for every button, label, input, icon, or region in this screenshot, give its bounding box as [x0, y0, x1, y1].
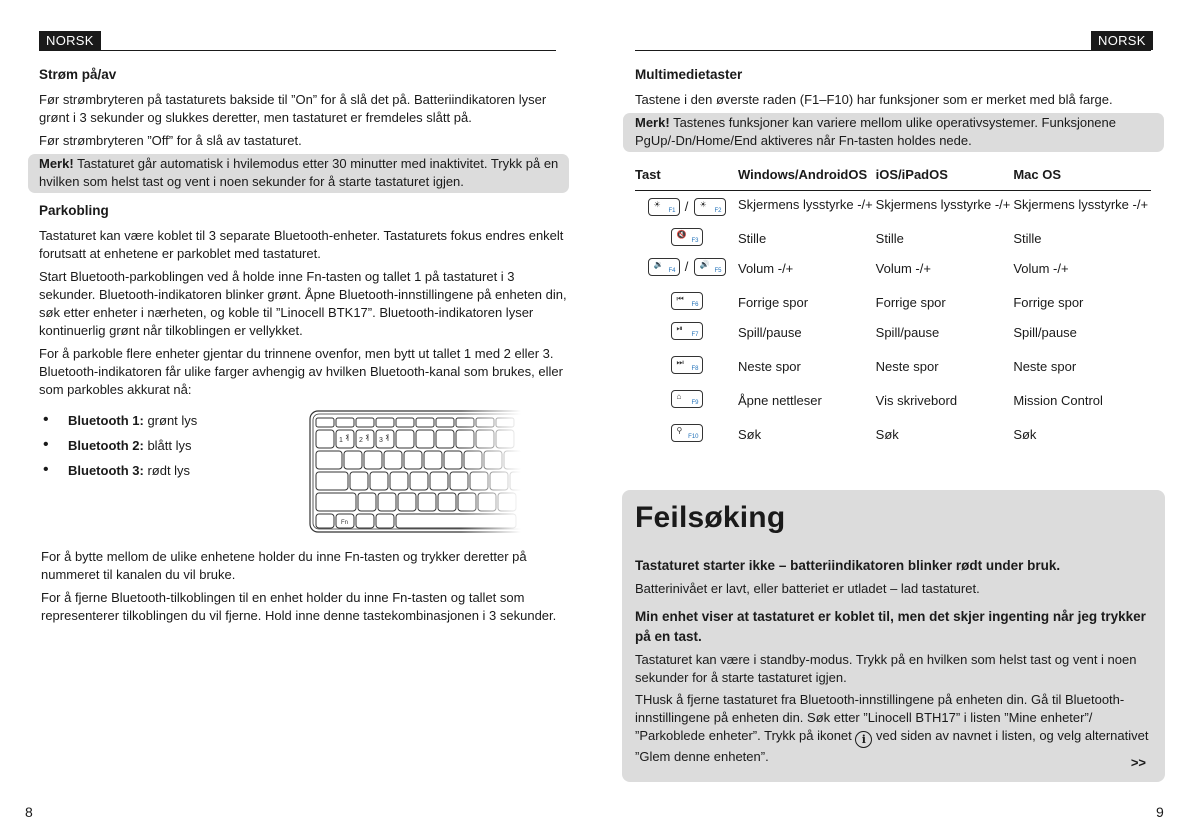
pairing-paragraph-2: Start Bluetooth-parkoblingen ved å holde inne Fn-tasten og tallet 1 på tastaturet i 3 sekunder. Bluetooth-indikatoren blinker grønt. Åpne Bluetooth-innstillingene på enheten din, søk etter enheter i nærheten, og koble til ”Linocell BTK17”. Bluetooth-indikatoren lyser kontinuerlig grønt når tilkoblingen er vellykket. — [39, 269, 567, 338]
keycap-icon — [671, 292, 703, 310]
multimedia-note — [623, 113, 1164, 152]
bullet-text: blått lys — [143, 438, 192, 453]
table-row — [635, 386, 1151, 420]
key-glyph-icon: ⏮ — [676, 294, 684, 304]
answer-3 — [635, 691, 1152, 766]
function-key-label: F3 — [691, 238, 699, 245]
windows-function: Søk — [738, 426, 762, 442]
keycap-icon — [694, 198, 726, 216]
key-cell — [635, 288, 738, 318]
multimedia-heading: Multimedietaster — [635, 67, 743, 82]
remove-connection-paragraph: For å fjerne Bluetooth-tilkoblingen til en enhet holder du inne Fn-tasten og tallet som representerer tilkoblingen du vil fjerne. Hold inne denne tastekombinasjonen i 3 sekunder. — [41, 590, 557, 623]
mac-function: Skjermens lysstyrke -/+ — [1013, 197, 1149, 212]
table-body — [635, 191, 1151, 454]
note-label: Merk! — [635, 115, 670, 130]
keyboard-fade — [461, 410, 521, 534]
fn-key-label: Fn — [341, 520, 349, 526]
keycap-icon — [671, 356, 703, 374]
key-glyph-icon: 🔉 — [653, 260, 664, 270]
continue-indicator: >> — [1130, 755, 1146, 770]
header-rule — [635, 50, 1151, 51]
keycap-icon — [671, 228, 703, 246]
bullet-label: Bluetooth 3: — [68, 463, 144, 478]
mac-function: Forrige spor — [1013, 294, 1084, 310]
question-1: Tastaturet starter ikke – batteriindikatoren blinker rødt under bruk. — [635, 558, 1061, 573]
windows-function: Forrige spor — [738, 294, 809, 310]
table-row — [635, 352, 1151, 386]
key-1-label: 1 — [339, 437, 343, 444]
bullet-label: Bluetooth 1: — [68, 413, 144, 428]
language-tag: NORSK — [1091, 31, 1153, 50]
column-header-mac: Mac OS — [1013, 161, 1151, 191]
page-number: 9 — [1156, 804, 1164, 820]
mac-function: Stille — [1013, 230, 1042, 246]
power-off-paragraph: Før strømbryteren ”Off” for å slå av tastaturet. — [39, 133, 302, 148]
key-glyph-icon: 🔊 — [699, 260, 710, 270]
mac-function: Søk — [1013, 426, 1037, 442]
multimedia-keys-table — [635, 161, 1151, 454]
windows-function: Volum -/+ — [738, 260, 794, 276]
table-header-row — [635, 161, 1151, 191]
answer-3-text-end: ved siden av navnet i listen, og velg alternativet ”Glem denne enheten”. — [635, 728, 1149, 764]
function-key-label: F10 — [688, 434, 699, 441]
key-cell — [635, 191, 738, 224]
mac-function: Spill/pause — [1013, 324, 1077, 340]
key-glyph-icon: 🔇 — [676, 230, 687, 240]
key-cell — [635, 224, 738, 254]
key-cell — [635, 420, 738, 454]
function-key-label: F6 — [691, 302, 699, 309]
function-key-label: F7 — [691, 332, 699, 339]
ios-function: Stille — [875, 230, 904, 246]
key-separator: / — [684, 198, 689, 214]
language-tag: NORSK — [39, 31, 101, 50]
keycap-icon — [648, 258, 680, 276]
table-row — [635, 420, 1151, 454]
power-paragraph: Før strømbryteren på tastaturets bakside til ”On” for å slå det på. Batteriindikatoren lyser grønt i 3 sekunder og slukkes deretter, men tastaturet er fremdeles slått på. — [39, 92, 547, 125]
troubleshooting-heading: Feilsøking — [635, 501, 786, 534]
function-key-label: F9 — [691, 400, 699, 407]
table-row — [635, 224, 1151, 254]
right-page-content — [635, 66, 1165, 454]
ios-function: Neste spor — [875, 358, 939, 374]
ios-function: Volum -/+ — [875, 260, 931, 276]
bullet-text: grønt lys — [143, 413, 198, 428]
ios-function: Spill/pause — [875, 324, 940, 340]
table-row — [635, 318, 1151, 352]
bullet-label: Bluetooth 2: — [68, 438, 144, 453]
troubleshooting-box — [622, 490, 1165, 782]
column-header-windows: Windows/AndroidOS — [738, 161, 876, 191]
bluetooth-channels — [39, 412, 569, 540]
note-text: Tastenes funksjoner kan variere mellom ulike operativsystemer. Funksjonene PgUp/-Dn/Home/End aktiveres når Fn-tasten holdes nede. — [635, 115, 1116, 148]
key-glyph-icon: ☀ — [699, 199, 707, 209]
key-glyph-icon: ⚲ — [676, 426, 683, 436]
function-key-label: F5 — [714, 268, 722, 275]
windows-function: Åpne nettleser — [738, 392, 822, 408]
column-header-key: Tast — [635, 161, 738, 191]
ios-function: Skjermens lysstyrke -/+ — [875, 197, 1011, 212]
info-icon: i — [855, 731, 872, 748]
key-3-label: 3 — [379, 437, 383, 444]
note-label: Merk! — [39, 156, 74, 171]
header-rule — [39, 50, 556, 51]
power-heading: Strøm på/av — [39, 67, 117, 82]
key-glyph-icon: ☀ — [653, 199, 661, 209]
pairing-paragraph-1: Tastaturet kan være koblet til 3 separate Bluetooth-enheter. Tastaturets fokus endres enkelt forutsatt at enhetene er parkoblet med tastaturet. — [39, 228, 564, 261]
function-key-label: F4 — [668, 268, 676, 275]
keycap-icon — [671, 322, 703, 340]
function-key-label: F2 — [714, 207, 722, 214]
windows-function: Skjermens lysstyrke -/+ — [738, 197, 873, 212]
key-glyph-icon: ⏭ — [676, 358, 684, 368]
answer-1: Batterinivået er lavt, eller batteriet er utladet – lad tastaturet. — [635, 581, 980, 596]
ios-function: Vis skrivebord — [875, 392, 958, 408]
bullet-text: rødt lys — [143, 463, 191, 478]
pairing-paragraph-3: For å parkoble flere enheter gjentar du trinnene ovenfor, men bytt ut tallet 1 med 2 eller 3. Bluetooth-indikatoren får ulike farger avhengig av hvilken Bluetooth-kanal som brukes, eller som parkobles akkurat nå: — [39, 346, 563, 397]
key-glyph-icon: ⏯ — [676, 324, 683, 334]
question-2: Min enhet viser at tastaturet er koblet til, men det skjer ingenting når jeg trykker på en tast. — [635, 609, 1146, 644]
table-row — [635, 288, 1151, 318]
mac-function: Neste spor — [1013, 358, 1077, 374]
keycap-icon — [694, 258, 726, 276]
key-cell — [635, 352, 738, 386]
left-page-content — [39, 66, 569, 630]
ios-function: Søk — [875, 426, 899, 442]
windows-function: Stille — [738, 230, 767, 246]
key-2-label: 2 — [359, 437, 363, 444]
key-cell — [635, 318, 738, 352]
table-row — [635, 254, 1151, 288]
answer-3-text-start: THusk å fjerne tastaturet fra Bluetooth-innstillingene på enheten din. Gå til Bluetooth-innstillingene på enheten din. Søk etter ”Linocell BTH17” i listen ”Mine enheter”/ ”Parkoblede enheter”. Trykk på ikonet — [635, 692, 1125, 743]
switch-devices-paragraph: For å bytte mellom de ulike enhetene holder du inne Fn-tasten og trykker deretter på nummeret til kanalen du vil bruke. — [41, 549, 527, 582]
power-note — [28, 154, 569, 193]
keyboard-illustration — [309, 410, 521, 534]
multimedia-paragraph: Tastene i den øverste raden (F1–F10) har funksjoner som er merket med blå farge. — [635, 92, 1113, 107]
note-text: Tastaturet går automatisk i hvilemodus etter 30 minutter med inaktivitet. Trykk på en hvilken som helst tast og vent i noen sekunder for å starte tastaturet igjen. — [39, 156, 559, 189]
table-row — [635, 191, 1151, 224]
keycap-icon — [671, 424, 703, 442]
keycap-icon — [648, 198, 680, 216]
mac-function: Volum -/+ — [1013, 260, 1069, 276]
page-number: 8 — [25, 804, 33, 820]
function-key-label: F8 — [691, 366, 699, 373]
key-separator: / — [684, 259, 689, 275]
mac-function: Mission Control — [1013, 392, 1103, 408]
function-key-label: F1 — [668, 207, 676, 214]
ios-function: Forrige spor — [875, 294, 946, 310]
windows-function: Neste spor — [738, 358, 801, 374]
keycap-icon — [671, 390, 703, 408]
column-header-ios: iOS/iPadOS — [876, 161, 1014, 191]
windows-function: Spill/pause — [738, 324, 802, 340]
key-glyph-icon: ⌂ — [676, 392, 682, 402]
pairing-heading: Parkobling — [39, 203, 109, 218]
key-cell — [635, 386, 738, 420]
key-cell — [635, 254, 738, 288]
answer-2: Tastaturet kan være i standby-modus. Trykk på en hvilken som helst tast og vent i noen sekunder for å starte tastaturet igjen. — [635, 652, 1137, 685]
